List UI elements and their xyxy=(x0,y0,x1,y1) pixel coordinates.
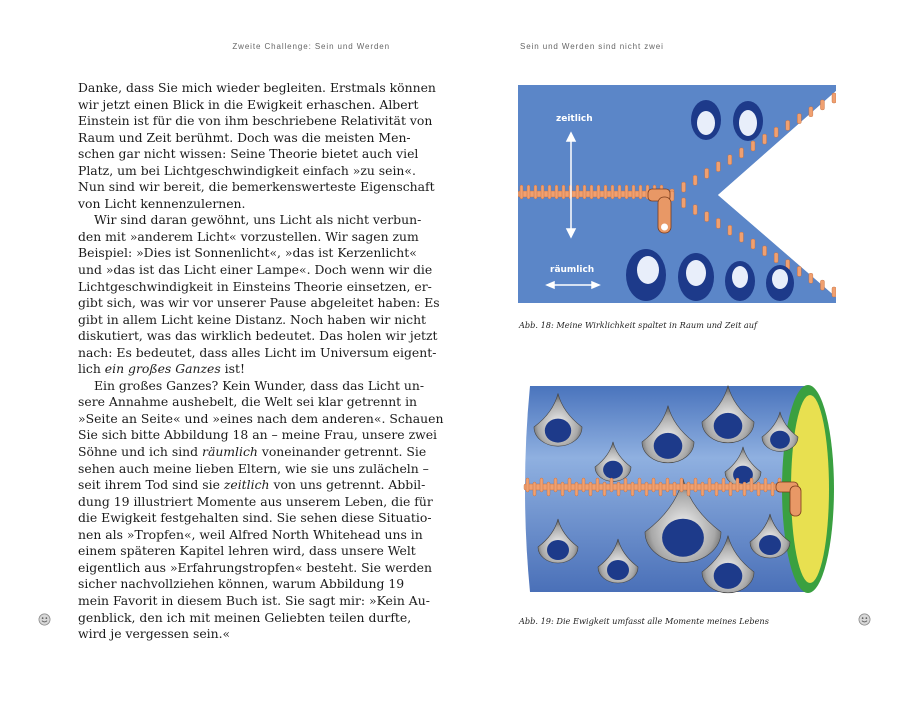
text-line xyxy=(78,526,423,544)
zipper-tooth xyxy=(743,482,746,496)
zipper-tooth xyxy=(611,185,614,199)
text-line xyxy=(78,80,436,97)
zipper-tooth xyxy=(632,185,635,199)
text-span: die Ewigkeit festgehalten sind. Sie sehen diese Situatio- xyxy=(78,510,432,526)
text-span: eigentlich aus »Erfahrungstropfen« besteht. Sie werden xyxy=(78,559,432,575)
text-line xyxy=(78,592,430,610)
zipper-tooth xyxy=(670,191,674,201)
text-span: gibt in allem Licht keine Distanz. Noch haben wir nicht xyxy=(78,311,427,327)
zipper-tooth xyxy=(809,107,813,117)
zipper-tooth xyxy=(715,482,718,496)
text-line xyxy=(78,295,440,312)
text-line xyxy=(78,477,426,494)
zipper-tooth xyxy=(809,273,813,283)
portrait xyxy=(714,413,743,439)
smiley-icon xyxy=(858,613,871,626)
zipper-tooth xyxy=(603,482,606,496)
text-span: wir jetzt einen Blick in die Ewigkeit erhaschen. Albert xyxy=(78,96,419,112)
zipper-tooth xyxy=(774,253,778,263)
text-span: seit ihrem Tod sind sie xyxy=(78,477,224,493)
text-span: genblick, den ich mit meinen Geliebten teilen durfte, xyxy=(78,609,412,625)
zipper-tooth xyxy=(526,478,529,492)
text-span: sere Annahme aushebelt, die Welt sei klar getrennt in xyxy=(78,394,418,410)
zipper-tooth xyxy=(527,185,530,199)
zipper-tooth xyxy=(682,198,686,208)
zipper-tooth xyxy=(561,482,564,496)
text-line xyxy=(78,278,432,296)
zipper-tooth xyxy=(659,482,662,496)
zipper-tooth xyxy=(729,482,732,496)
zipper-tooth xyxy=(576,185,579,199)
text-line xyxy=(78,146,419,163)
text-span: von uns getrennt. Abbil- xyxy=(269,477,426,493)
text-span: nen als »Tropfen«, weil Alfred North Whitehead uns in xyxy=(78,526,423,542)
portrait xyxy=(603,461,623,479)
zipper-tooth xyxy=(610,478,613,492)
zipper-tooth xyxy=(638,478,641,492)
text-line xyxy=(78,493,433,511)
text-span: und »das ist das Licht einer Lampe«. Doch wenn wir die xyxy=(78,262,433,278)
zipper-tooth xyxy=(548,185,551,199)
portrait xyxy=(714,563,743,589)
text-line xyxy=(78,510,432,527)
text-span: schen gar nicht wissen: Seine Theorie bietet auch viel xyxy=(78,146,419,162)
portrait xyxy=(770,431,790,449)
running-head-right: Sein und Werden sind nicht zwei xyxy=(520,42,664,51)
zipper-tooth xyxy=(589,482,592,496)
text-line xyxy=(78,196,392,213)
text-span: sicher nachvollziehen können, warum Abbildung 19 xyxy=(78,576,405,592)
emphasis-text: ein großes Ganzes xyxy=(104,361,221,377)
figure-18-caption: Abb. 18: Meine Wirklichkeit spaltet in Raum und Zeit auf xyxy=(519,320,758,330)
portrait xyxy=(662,519,704,557)
zipper-tooth xyxy=(705,212,709,222)
zipper-tooth xyxy=(583,185,586,199)
zipper-tooth xyxy=(728,155,732,165)
text-line xyxy=(78,328,438,345)
text-line xyxy=(78,262,433,279)
text-span: einem späteren Kapitel lehren wird, dass unsere Welt xyxy=(78,543,416,559)
text-span: Nun sind wir bereit, die bemerkenswerteste Eigenschaft xyxy=(78,179,435,195)
text-span: mein Favorit in diesem Buch ist. Sie sagt mir: »Kein Au- xyxy=(78,592,430,608)
figure-18-zipper-illustration xyxy=(518,85,836,303)
text-span: Sie sich bitte Abbildung 18 an – meine Frau, unsere zwei xyxy=(78,427,438,443)
text-span: Beispiel: »Dies ist Sonnenlicht«, »das ist Kerzenlicht« xyxy=(78,245,417,261)
zipper-tooth xyxy=(624,478,627,492)
text-line xyxy=(78,410,444,428)
text-span: Söhne und ich sind xyxy=(78,444,203,460)
text-span: Ein großes Ganzes? Kein Wunder, dass das Licht un- xyxy=(94,377,425,393)
zipper-tooth xyxy=(617,482,620,496)
zipper-tooth xyxy=(680,478,683,492)
zipper-tooth xyxy=(774,127,778,137)
text-line xyxy=(78,444,427,461)
zipper-tooth xyxy=(797,114,801,124)
zipper-tooth xyxy=(582,478,585,492)
text-span: Einstein ist für die von ihm beschriebene Relativität von xyxy=(78,113,433,129)
zipper-tooth xyxy=(645,482,648,496)
zipper-tooth xyxy=(652,478,655,492)
text-span: ist! xyxy=(220,361,245,377)
zipper-tooth xyxy=(751,141,755,151)
zipper-tooth xyxy=(540,478,543,492)
text-line xyxy=(78,162,416,180)
zipper-tooth xyxy=(562,185,565,199)
zipper-tooth xyxy=(763,246,767,256)
text-line xyxy=(78,559,432,577)
text-line xyxy=(78,626,392,643)
text-span: gibt sich, was wir vor unserer Pause abgeleitet haben: Es xyxy=(78,295,440,311)
zipper-tooth xyxy=(554,478,557,492)
text-line xyxy=(78,344,437,362)
text-line xyxy=(78,609,412,627)
zipper-tooth xyxy=(716,162,720,172)
text-line xyxy=(78,129,411,147)
running-head-left: Zweite Challenge: Sein und Werden xyxy=(232,42,390,51)
emphasis-text: räumlich xyxy=(202,444,258,460)
zipper-tooth xyxy=(533,482,536,496)
zipper-tooth xyxy=(631,482,634,496)
zipper-tooth xyxy=(820,280,824,290)
text-span: lich xyxy=(78,361,105,377)
zipper-tooth xyxy=(694,478,697,492)
zipper-tooth xyxy=(568,478,571,492)
text-span: diskutiert, was das wirklich bedeutet. Das holen wir jetzt xyxy=(78,328,438,344)
zipper-tooth xyxy=(693,205,697,215)
zipper-tooth xyxy=(716,218,720,228)
zipper-tooth xyxy=(604,185,607,199)
zipper-tooth xyxy=(541,185,544,199)
portrait xyxy=(545,419,571,443)
zipper-tooth xyxy=(739,232,743,242)
zipper-tooth xyxy=(575,482,578,496)
zipper-tooth xyxy=(596,478,599,492)
zipper-tooth xyxy=(687,482,690,496)
zipper-tooth xyxy=(763,134,767,144)
zipper-tooth xyxy=(520,185,523,199)
text-span: Lichtgeschwindigkeit in Einsteins Theorie einsetzen, er- xyxy=(78,278,432,294)
text-line xyxy=(78,394,418,411)
text-line xyxy=(78,113,433,130)
text-span: sehen auch meine lieben Eltern, wie sie uns zulächeln – xyxy=(78,460,429,476)
zipper-tooth xyxy=(597,185,600,199)
zipper-tooth xyxy=(728,225,732,235)
text-span: von Licht kennenzulernen. xyxy=(78,195,246,211)
zipper-tooth xyxy=(682,182,686,192)
text-line xyxy=(78,377,425,395)
zipper-tooth xyxy=(832,93,836,103)
zipper-tooth xyxy=(618,185,621,199)
zipper-tooth xyxy=(625,185,628,199)
label-zeitlich: zeitlich xyxy=(556,114,593,124)
label-raeumlich: räumlich xyxy=(550,265,595,275)
text-span: dung 19 illustriert Momente aus unserem Leben, die für xyxy=(78,493,433,509)
zipper-tooth xyxy=(751,239,755,249)
text-span: Danke, dass Sie mich wieder begleiten. Erstmals können xyxy=(78,80,436,95)
zipper-tooth xyxy=(693,175,697,185)
zipper-tooth xyxy=(797,266,801,276)
text-span: den mit »anderem Licht« vorzustellen. Wir sagen zum xyxy=(78,228,419,244)
body-text xyxy=(78,80,444,643)
zipper-tooth xyxy=(708,478,711,492)
text-span: voneinander getrennt. Sie xyxy=(257,444,427,460)
zipper-tooth xyxy=(555,185,558,199)
text-line xyxy=(78,311,427,329)
zipper-tooth xyxy=(722,478,725,492)
text-line xyxy=(78,96,419,114)
text-span: »Seite an Seite« und »eines nach dem anderen«. Schauen xyxy=(78,410,444,426)
text-span: Platz, um bei Lichtgeschwindigkeit einfach »zu sein«. xyxy=(78,162,416,178)
text-line xyxy=(78,543,416,560)
zipper-tooth xyxy=(701,482,704,496)
zipper-tooth xyxy=(639,185,642,199)
zipper-tooth xyxy=(739,148,743,158)
text-span: nach: Es bedeutet, dass alles Licht im Universum eigent- xyxy=(78,344,437,360)
zipper-tooth xyxy=(786,120,790,130)
text-line xyxy=(78,245,417,262)
zipper-tooth xyxy=(673,482,676,496)
portrait xyxy=(759,535,781,555)
text-line xyxy=(78,179,435,196)
figure-19-caption: Abb. 19: Die Ewigkeit umfasst alle Momente meines Lebens xyxy=(519,616,769,626)
text-line xyxy=(78,576,405,593)
portrait xyxy=(547,540,569,560)
zipper-tooth xyxy=(547,482,550,496)
portrait xyxy=(607,560,629,580)
text-span: Raum und Zeit berühmt. Doch was die meisten Men- xyxy=(78,129,411,145)
zipper-tooth xyxy=(764,478,767,492)
zipper-tooth xyxy=(757,482,760,496)
portrait xyxy=(654,433,683,459)
text-line xyxy=(78,427,438,444)
smiley-icon xyxy=(38,613,51,626)
text-line xyxy=(78,460,429,478)
zipper-tooth xyxy=(832,287,836,297)
figure-19-drops-illustration xyxy=(518,382,836,596)
zipper-tooth xyxy=(736,478,739,492)
zipper-tooth xyxy=(534,185,537,199)
text-span: wird je vergessen sein.« xyxy=(78,626,231,642)
text-span: Wir sind daran gewöhnt, uns Licht als nicht verbun- xyxy=(94,212,422,228)
zipper-tooth xyxy=(666,478,669,492)
emphasis-text: zeitlich xyxy=(223,477,270,493)
zipper-tooth xyxy=(820,100,824,110)
text-line xyxy=(78,212,422,229)
text-line xyxy=(78,228,419,246)
zipper-tooth xyxy=(750,478,753,492)
text-line xyxy=(78,361,392,378)
zipper-tooth xyxy=(590,185,593,199)
zipper-tooth xyxy=(771,482,774,496)
zipper-tooth xyxy=(705,168,709,178)
